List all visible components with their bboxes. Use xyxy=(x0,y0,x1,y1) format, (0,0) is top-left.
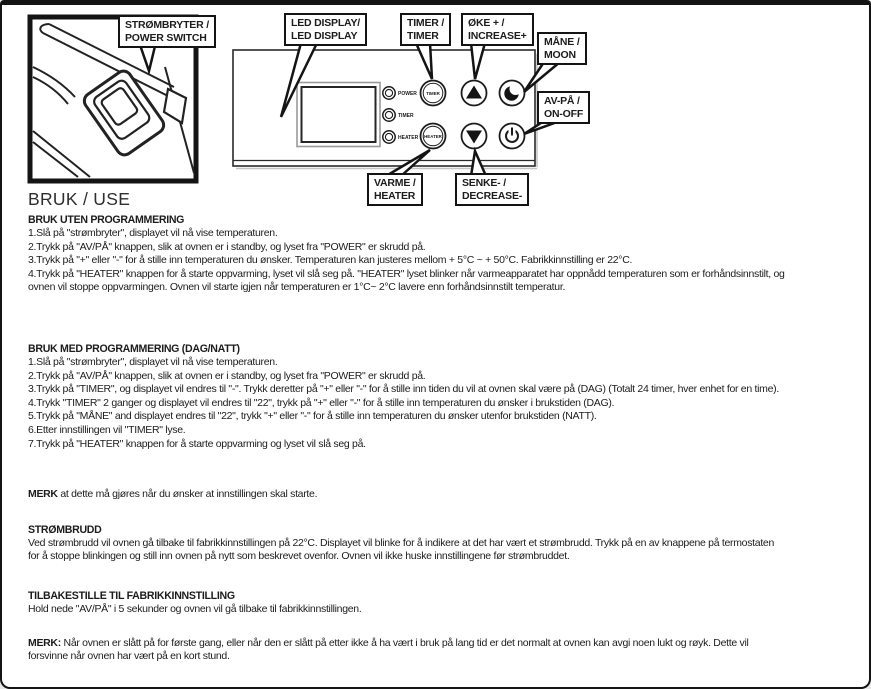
instruction-line: 2.Trykk på "AV/PÅ" knappen, slik at ovnen er i standby, og lyset fra "POWER" er skrudd på. xyxy=(28,240,426,253)
on-off-button xyxy=(500,124,525,149)
callout-heater-line2: HEATER xyxy=(374,189,416,202)
callout-increase-line1: ØKE + / xyxy=(468,17,505,29)
note-start-setting xyxy=(28,488,866,502)
timer-led-label: TIMER xyxy=(398,113,414,119)
note-label: MERK: xyxy=(28,636,61,649)
instruction-line: 7.Trykk på "HEATER" knappen for å starte oppvarming og lyset vil slå seg på. xyxy=(28,437,366,450)
led-display xyxy=(297,83,380,147)
section-power-failure xyxy=(28,523,866,564)
callout-power-switch-line1: STRØMBRYTER / xyxy=(125,19,209,31)
section-heading: TILBAKESTILLE TIL FABRIKKINNSTILLING xyxy=(28,589,235,602)
callout-timer xyxy=(400,13,451,46)
body-line: Ved strømbrudd vil ovnen gå tilbake til fabrikkinnstillingen på 22°C. Displayet vil blinke for å indikere at det har vært et strømbrudd. Trykk på en av knappene på termostaten xyxy=(28,536,775,549)
instruction-diagram xyxy=(2,5,871,220)
instruction-line: 1.Slå på "strømbryter", displayet vil nå vise temperaturen. xyxy=(28,355,278,368)
callout-led-display-line1: LED DISPLAY/ xyxy=(291,17,360,29)
page-title: BRUK / USE xyxy=(28,189,131,209)
note-line xyxy=(28,637,866,651)
timer-button-label: TIMER xyxy=(426,90,440,96)
power-led-label: POWER xyxy=(398,91,417,97)
callout-on-off xyxy=(537,91,590,124)
instruction-line: 5.Trykk på "MÅNE" and displayet endres til "22", trykk "+" eller "-" for å stille inn temperaturen du ønsker utenfor brukstiden (NATT). xyxy=(28,410,597,423)
note-text: Når ovnen er slått på for første gang, eller når den er slått på etter ikke å ha vært i bruk på lang tid er det normalt at ovnen kan avgi noen lukt og røyk. Dette vil xyxy=(60,636,749,649)
callout-moon xyxy=(537,32,587,65)
body-line: Hold nede "AV/PÅ" i 5 sekunder og ovnen vil gå tilbake til fabrikkinnstillingen. xyxy=(28,602,362,615)
manual-text xyxy=(28,213,866,664)
moon-button xyxy=(500,81,525,106)
note-line: forsvinne når ovnen har vært på en kort stund. xyxy=(28,650,230,663)
instruction-line: 4.Trykk på "HEATER" knappen for å starte oppvarming, lyset vil slå seg på. "HEATER" lyset blinker når varmeapparatet har oppnådd temperaturen som er forhåndsinnstilt, og xyxy=(28,267,785,280)
instruction-line: 2.Trykk på "AV/PÅ" knappen, slik at ovnen er i standby, og lyset fra "POWER" er skrudd på. xyxy=(28,369,426,382)
instruction-line: 3.Trykk på "+" eller "-" for å stille inn temperaturen du ønsker. Temperaturen kan justeres mellom + 5°C ~ + 50°C. Fabrikkinnstilling er 22°C. xyxy=(28,254,633,267)
control-panel xyxy=(233,50,537,169)
heater-button xyxy=(421,124,446,149)
section-heading: BRUK UTEN PROGRAMMERING xyxy=(28,214,185,226)
instruction-line: 4.Trykk "TIMER" 2 ganger og displayet vil endres til "22", trykk på "+" eller "-" for å stille inn temperaturen du ønsker i brukstiden (DAG). xyxy=(28,396,615,409)
heater-button-label: HEATER xyxy=(424,133,442,139)
callout-timer-line2: TIMER xyxy=(407,29,439,42)
note-label: MERK xyxy=(28,488,58,501)
instruction-line: ovnen vil stoppe oppvarmingen. Ovnen vil starte igjen når temperaturen er 1°C~ 2°C lavere enn forhåndsinnstilt temperatur. xyxy=(28,281,566,294)
callout-decrease xyxy=(455,173,529,206)
callout-led-display xyxy=(284,13,367,46)
callout-increase-line2: INCREASE+ xyxy=(468,29,527,42)
increase-button xyxy=(462,81,487,106)
callout-heater xyxy=(367,173,423,206)
callout-moon-line1: MÅNE / xyxy=(544,36,580,48)
instruction-line: 6.Etter innstillingen vil "TIMER" lyse. xyxy=(28,423,186,436)
section-heading: STRØMBRUDD xyxy=(28,523,102,536)
section-factory-reset xyxy=(28,589,866,617)
heater-led-label: HEATER xyxy=(398,135,419,141)
timer-button xyxy=(421,81,446,106)
callout-led-display-line2: LED DISPLAY xyxy=(291,29,358,42)
section-heading: BRUK MED PROGRAMMERING (DAG/NATT) xyxy=(28,342,240,355)
callout-timer-line1: TIMER / xyxy=(407,17,445,29)
decrease-button xyxy=(462,124,487,149)
note-first-use xyxy=(28,637,866,664)
callout-power-switch xyxy=(118,15,216,48)
body-line: for å stoppe blinkingen og still inn ovnen på nytt som beskrevet ovenfor. Ovnen vil ikke huske innstillingene før strømbruddet. xyxy=(28,550,570,563)
callout-decrease-line1: SENKE- / xyxy=(462,177,506,189)
instruction-line: 3.Trykk på "TIMER", og displayet vil endres til "-". Trykk deretter på "+" eller "-" for å stille inn tiden du vil at ovnen skal være på (DAG) (Totalt 24 timer, hver enhet for en time). xyxy=(28,383,779,396)
callout-heater-line1: VARME / xyxy=(374,177,416,189)
callout-on-off-line1: AV-PÅ / xyxy=(544,95,580,107)
callout-on-off-line2: ON-OFF xyxy=(544,107,584,120)
callout-moon-line2: MOON xyxy=(544,48,576,61)
callout-power-switch-line2: POWER SWITCH xyxy=(125,31,207,44)
note-text: at dette må gjøres når du ønsker at innstillingen skal starte. xyxy=(57,488,318,501)
section-use-without-programming xyxy=(28,213,866,295)
callout-decrease-line2: DECREASE- xyxy=(462,189,523,202)
instruction-line: 1.Slå på "strømbryter", displayet vil nå vise temperaturen. xyxy=(28,227,278,239)
callout-increase xyxy=(461,13,534,46)
section-use-with-programming xyxy=(28,342,866,451)
